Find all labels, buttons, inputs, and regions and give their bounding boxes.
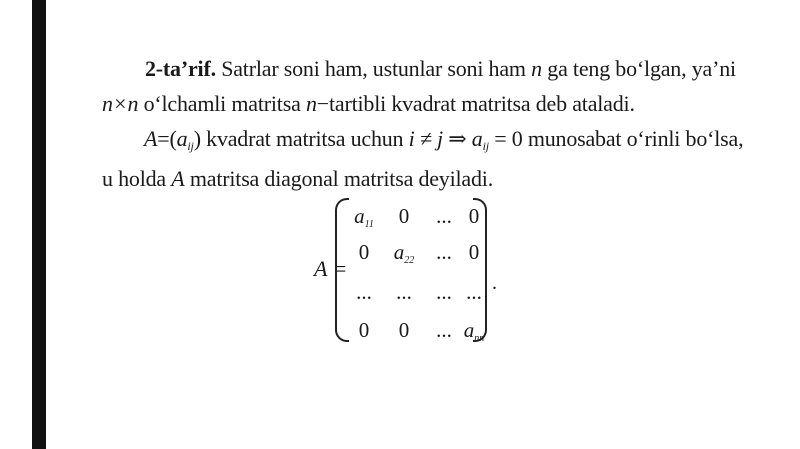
matrix-cell-1-2: 0 <box>398 204 410 228</box>
line4-text-a: u holda <box>102 166 166 191</box>
matrix-cell-4-2: 0 <box>398 318 410 342</box>
var-A-2: A <box>171 166 185 191</box>
matrix-cell-3-2: ... <box>396 280 412 304</box>
condition: i ≠ j ⇒ a <box>408 126 483 151</box>
matrix-cell-1-4: 0 <box>468 204 480 228</box>
matrix-cell-3-3: ... <box>436 280 452 304</box>
definition-line-1 <box>145 56 736 82</box>
sub-ij: ij <box>187 139 194 153</box>
matrix-cell-1-3: ... <box>436 204 452 228</box>
definition-label: 2-ta’rif. <box>145 56 216 81</box>
line3-mid: kvadrat matritsa uchun <box>206 126 404 151</box>
matrix-cell-3-4: ... <box>466 280 482 304</box>
right-margin <box>788 0 800 449</box>
var-nxn: n×n <box>102 91 139 116</box>
eq-close: ) <box>193 126 201 151</box>
left-margin <box>0 0 46 449</box>
definition-line-4 <box>102 166 493 192</box>
matrix-cell-2-3: ... <box>436 240 452 264</box>
matrix-period: . <box>492 272 497 294</box>
matrix-cell-4-1: 0 <box>358 318 370 342</box>
eq-open: =( <box>157 126 177 151</box>
line1-text: Satrlar soni ham, ustunlar soni ham <box>221 56 526 81</box>
diagonal-matrix <box>314 196 504 346</box>
matrix-cell-2-1: 0 <box>358 240 370 264</box>
var-n-2: n <box>305 91 317 116</box>
line3-end: munosabat o‘rinli bo‘lsa, <box>527 126 744 151</box>
matrix-lhs: A = <box>314 256 348 281</box>
line1-end: ga teng bo‘lgan, ya’ni <box>547 56 736 81</box>
line4-text-b: matritsa diagonal matritsa deyiladi. <box>189 166 494 191</box>
definition-line-3 <box>144 126 743 154</box>
var-A: A <box>144 126 158 151</box>
matrix-cell-4-3: ... <box>436 318 452 342</box>
line2-text-a: o‘lchamli matritsa <box>143 91 301 116</box>
left-dark-strip <box>32 0 46 449</box>
matrix-cell-1-1: $a_{11}$ <box>354 204 374 230</box>
condition-end: = 0 <box>494 126 523 151</box>
matrix-cell-3-1: ... <box>356 280 372 304</box>
document-page <box>46 0 788 449</box>
var-n: n <box>531 56 542 81</box>
matrix-cell-2-4: 0 <box>468 240 480 264</box>
line2-text-b: −tartibli kvadrat matritsa deb ataladi. <box>316 91 635 116</box>
matrix-cell-4-4: $a_{nn}$ <box>463 318 485 344</box>
condition-sub: ij <box>482 139 489 153</box>
definition-line-2 <box>102 91 635 117</box>
var-a: a <box>176 126 188 151</box>
matrix-cell-2-2: $a_{22}$ <box>393 240 415 266</box>
